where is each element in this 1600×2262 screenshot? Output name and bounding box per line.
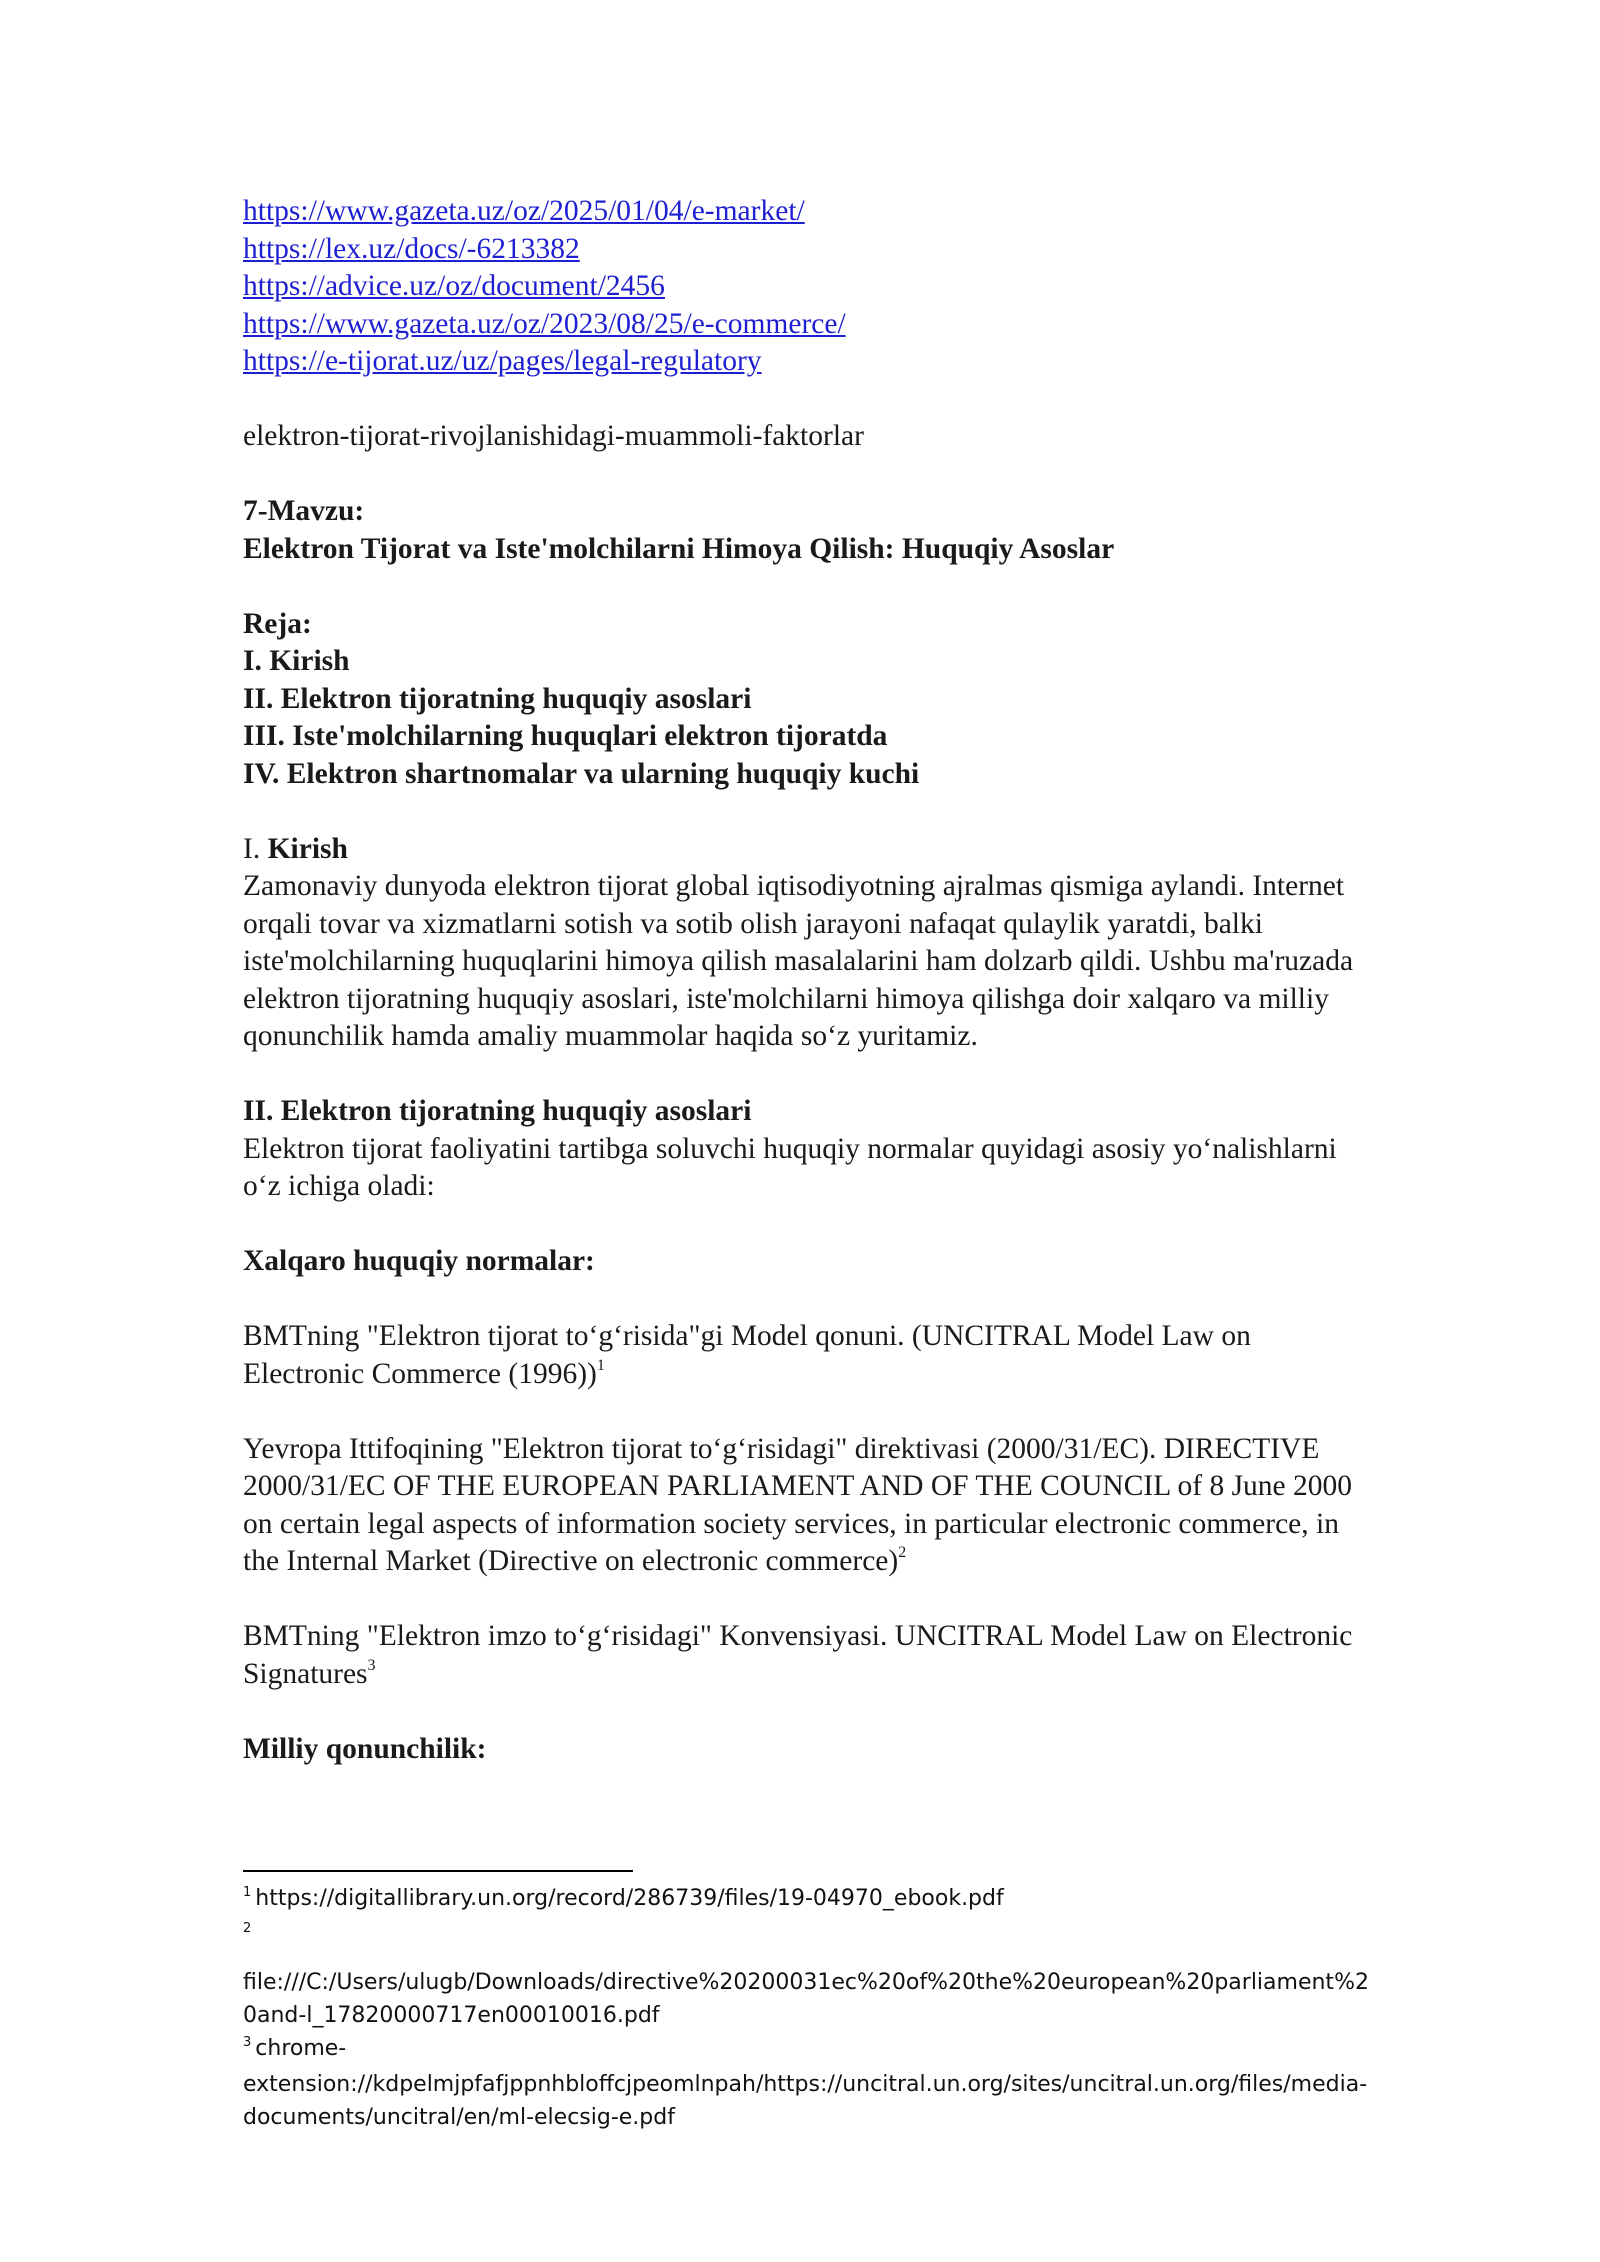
intl-norm-item xyxy=(243,1318,1373,1393)
footnote-text: chrome-extension://kdpelmjpfafjppnhbloffcjpeomlnpah/https://uncitral.un.org/sites/uncitral.un.org/files/media-documents/uncitral/en/ml-elecsig-e.pdf xyxy=(243,2036,1368,2130)
footnote-text: file:///C:/Users/ulugb/Downloads/directive%20200031ec%20of%20the%20european%20parliament%20and-l_17820000717en00010016.pdf xyxy=(243,1970,1369,2028)
intl-norm-item xyxy=(243,1618,1373,1693)
footnote-separator xyxy=(243,1870,633,1872)
footnote xyxy=(243,1918,1373,1954)
reference-link[interactable]: https://advice.uz/oz/document/2456 xyxy=(243,270,665,302)
section-2-heading: II. Elektron tijoratning huquqiy asoslari xyxy=(243,1095,752,1127)
intl-norm-text: BMTning "Elektron tijorat to‘g‘risida"gi Model qonuni. (UNCITRAL Model Law on Electronic Commerce (1996)) xyxy=(243,1320,1251,1390)
reference-link[interactable]: https://lex.uz/docs/-6213382 xyxy=(243,232,580,265)
section-2-body: Elektron tijorat faoliyatini tartibga soluvchi huquqiy normalar quyidagi asosiy yo‘nalishlarni o‘z ichiga oladi: xyxy=(243,1132,1337,1202)
footnotes xyxy=(243,1882,1373,2134)
plan-item: IV. Elektron shartnomalar va ularning huquqiy kuchi xyxy=(243,757,920,790)
reference-links xyxy=(243,193,1373,381)
section-1-numeral: I. xyxy=(243,832,261,865)
plan-heading: Reja: xyxy=(243,607,312,640)
intl-norms-heading: Xalqaro huquqiy normalar: xyxy=(243,1245,595,1277)
footnote xyxy=(243,1882,1373,1918)
intl-norm-item xyxy=(243,1431,1373,1581)
slug-text: elektron-tijorat-rivojlanishidagi-muammoli-faktorlar xyxy=(243,420,864,452)
topic-label: 7-Mavzu: xyxy=(243,495,365,527)
footnote-ref[interactable]: 1 xyxy=(596,1356,605,1374)
footnote xyxy=(243,1966,1373,2032)
plan-item: III. Iste'molchilarning huquqlari elektron tijoratda xyxy=(243,720,888,752)
footnote-number: 1 xyxy=(243,1885,252,1900)
reference-link[interactable]: https://e-tijorat.uz/uz/pages/legal-regulatory xyxy=(243,345,762,377)
section-1-body: Zamonaviy dunyoda elektron tijorat global iqtisodiyotning ajralmas qismiga aylandi. Internet orqali tovar va xizmatlarni sotish va sotib olish jarayoni nafaqat qulaylik yaratdi, balki iste'molchilarning huquqlarini himoya qilish masalalarini ham dolzarb qildi. Ushbu ma'ruzada elektron tijoratning huquqiy asoslari, iste'molchilarni himoya qilishga doir xalqaro va milliy qonunchilik hamda amaliy muammolar haqida so‘z yuritamiz. xyxy=(243,870,1354,1052)
intl-norm-text: Yevropa Ittifoqining "Elektron tijorat to‘g‘risidagi" direktivasi (2000/31/EC). DIRECTIVE 2000/31/EC OF THE EUROPEAN PARLIAMENT AND OF THE COUNCIL of 8 June 2000 on certain legal aspects of information society services, in particular electronic commerce, in the Internal Market (Directive on electronic commerce) xyxy=(243,1432,1353,1577)
plan-item: II. Elektron tijoratning huquqiy asoslari xyxy=(243,682,752,715)
topic-title: Elektron Tijorat va Iste'molchilarni Himoya Qilish: Huquqiy Asoslar xyxy=(243,532,1115,565)
footnote xyxy=(243,2032,1373,2134)
plan-item: I. Kirish xyxy=(243,645,350,677)
footnote-text: https://digitallibrary.un.org/record/286739/files/19-04970_ebook.pdf xyxy=(255,1886,1004,1911)
document-body xyxy=(243,193,1373,1768)
section-1-title: Kirish xyxy=(267,832,348,865)
reference-link[interactable]: https://www.gazeta.uz/oz/2023/08/25/e-commerce/ xyxy=(243,307,846,340)
footnote-number: 3 xyxy=(243,2035,252,2050)
footnote-ref[interactable]: 3 xyxy=(367,1656,376,1674)
footnote-ref[interactable]: 2 xyxy=(898,1544,907,1562)
intl-norm-text: BMTning "Elektron imzo to‘g‘risidagi" Konvensiyasi. UNCITRAL Model Law on Electronic Signatures xyxy=(243,1620,1353,1690)
section-1-heading xyxy=(243,831,1373,869)
footnote-number: 2 xyxy=(243,1921,252,1936)
reference-link[interactable]: https://www.gazeta.uz/oz/2025/01/04/e-market/ xyxy=(243,195,805,227)
national-law-heading: Milliy qonunchilik: xyxy=(243,1732,487,1765)
